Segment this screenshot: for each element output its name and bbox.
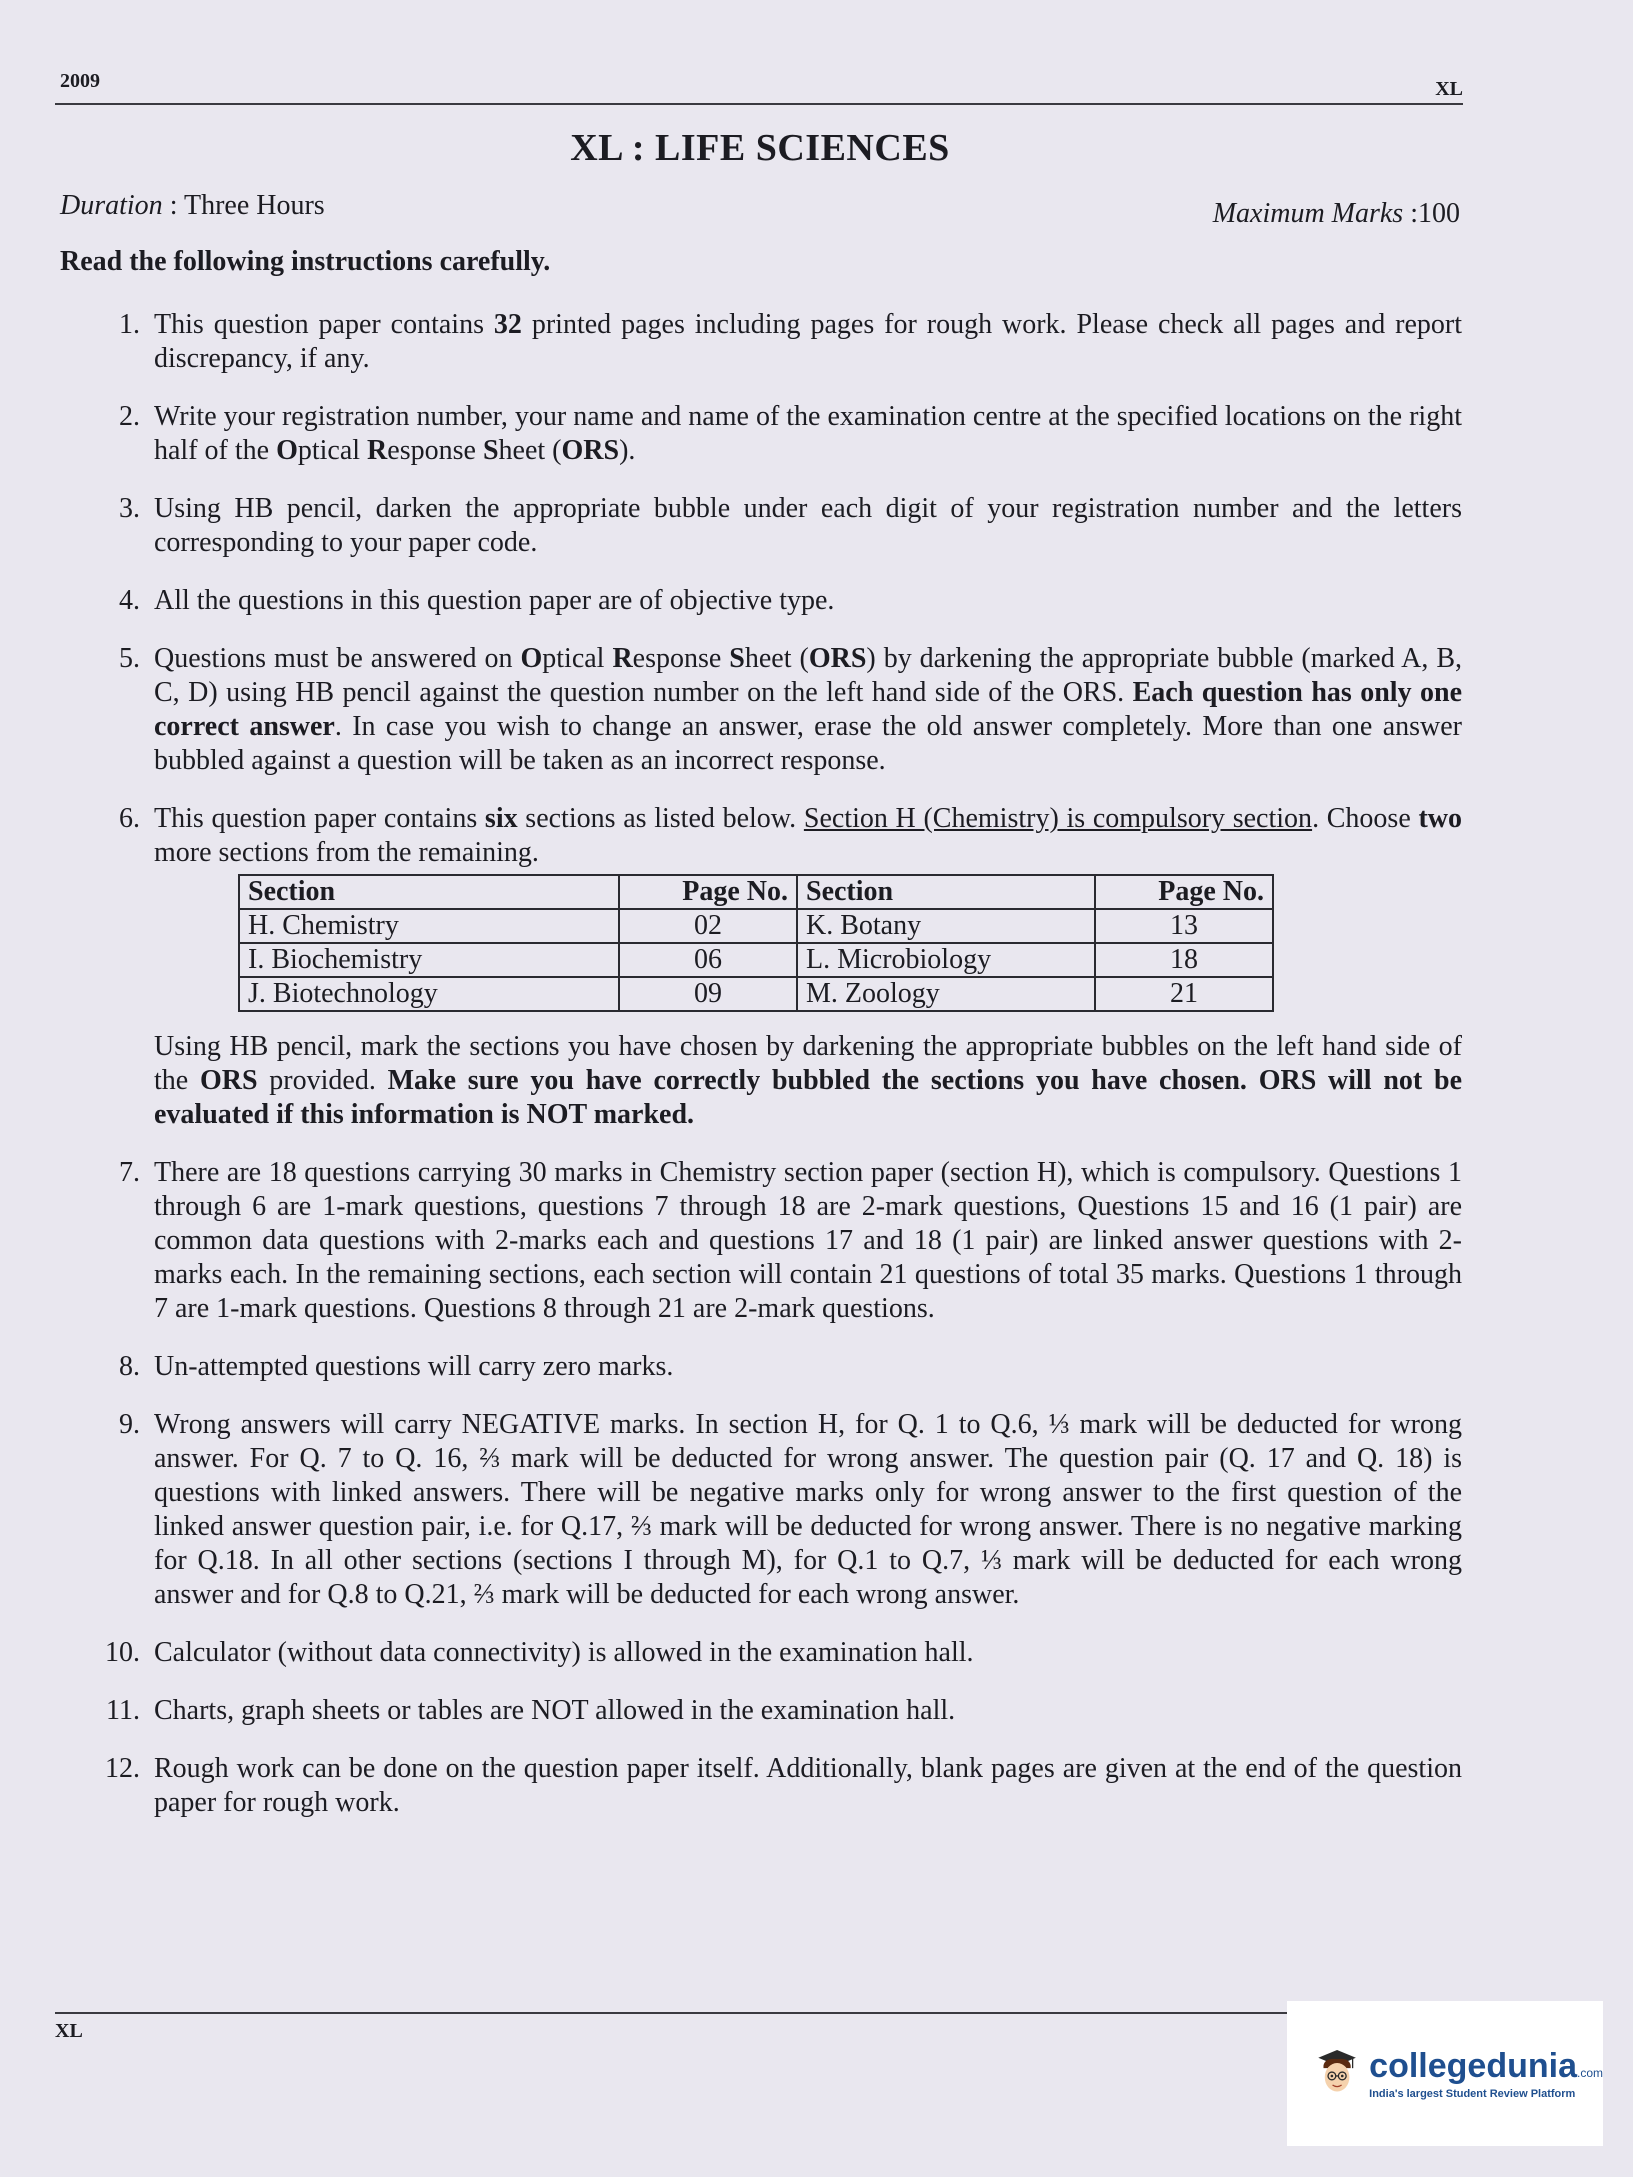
instruction-item: 7. There are 18 questions carrying 30 marks in Chemistry section paper (section H), which is compulsory. Questions 1 through 6 are 1-mark questions, questions 7 through 18 are 2-mark questions, Questions 15 and 16 (1 pair) are common data questions with 2-marks each and questions 17 and 18 (1 pair) are linked answer questions with 2-marks each. In the remaining sections, each section will contain 21 questions of total 35 marks. Questions 1 through 7 are 1-mark questions. Questions 8 through 21 are 2-mark questions. [119,1157,1462,1324]
instructions-list [60,308,1462,1844]
table-header-row: Section Page No. Section Page No. [239,875,1273,909]
instruction-item: 6. This question paper contains six sections as listed below. Section H (Chemistry) is compulsory section. Choose two more sections from the remaining. Section Page No. Section Page No. H. Chemistry 02 K. Botany 13 I. Biochemistry 06 L. Microbiology 18 J. Biotechnology 09 M. Zoology 21 Using HB pencil, mark the sections you have chosen by darkening the appropriate bubbles on the left hand side of the ORS provided. Make sure you have correctly bubbled the sections you have chosen. ORS will not be evaluated if this information is NOT marked. [119,803,1462,1130]
sections-table [238,874,1274,1012]
instruction-item: 5. Questions must be answered on Optical Response Sheet (ORS) by darkening the appropriate bubble (marked A, B, C, D) using HB pencil against the question number on the left hand side of the ORS. Each question has only one correct answer. In case you wish to change an answer, erase the old answer completely. More than one answer bubbled against a question will be taken as an incorrect response. [119,643,1463,776]
student-mascot-icon [1317,2035,1357,2113]
instruction-item: 8. Un-attempted questions will carry zero marks. [119,1351,674,1382]
instruction-item: 4. All the questions in this question paper are of objective type. [119,585,835,616]
paper-title: XL : LIFE SCIENCES [570,127,950,169]
header-rule [55,103,1463,105]
footer-paper-code: XL [55,2020,83,2042]
section-marking-note: Using HB pencil, mark the sections you have chosen by darkening the appropriate bubbles on the left hand side of the ORS provided. Make sure you have correctly bubbled the sections you have chosen. ORS will not be evaluated if this information is NOT marked. [154,1031,1462,1130]
instruction-item: 2. Write your registration number, your name and name of the examination centre at the specified locations on the right half of the Optical Response Sheet (ORS). [119,401,1462,466]
instruction-item: 10. Calculator (without data connectivity) is allowed in the examination hall. [105,1637,974,1668]
footer-rule [55,2012,1463,2014]
table-row: I. Biochemistry 06 L. Microbiology 18 [239,943,1273,977]
read-instructions-heading: Read the following instructions carefully. [60,246,551,277]
instruction-item: 1. This question paper contains 32 printed pages including pages for rough work. Please check all pages and report discrepancy, if any. [119,309,1463,374]
duration: Duration : Three Hours [60,190,325,221]
table-row: H. Chemistry 02 K. Botany 13 [239,909,1273,943]
maximum-marks: Maximum Marks :100 [1212,198,1460,229]
instruction-item: 11. Charts, graph sheets or tables are NOT allowed in the examination hall. [106,1695,956,1726]
instruction-item: 12. Rough work can be done on the question paper itself. Additionally, blank pages are given at the end of the question paper for rough work. [105,1753,1462,1818]
instruction-item: 9. Wrong answers will carry NEGATIVE marks. In section H, for Q. 1 to Q.6, ⅓ mark will be deducted for wrong answer. For Q. 7 to Q. 16, ⅔ mark will be deducted for wrong answer. The question pair (Q. 17 and Q. 18) is questions with linked answers. There will be negative marks only for wrong answer to the first question of the linked answer question pair, i.e. for Q.17, ⅔ mark will be deducted for wrong answer. There is no negative marking for Q.18. In all other sections (sections I through M), for Q.1 to Q.7, ⅓ mark will be deducted for each wrong answer and for Q.8 to Q.21, ⅔ mark will be deducted for each wrong answer. [119,1409,1462,1610]
instruction-item: 3. Using HB pencil, darken the appropriate bubble under each digit of your registration number and the letters corresponding to your paper code. [119,493,1462,558]
collegedunia-logo: collegedunia.com India's largest Student Review Platform [1287,2001,1603,2146]
table-row: J. Biotechnology 09 M. Zoology 21 [239,977,1273,1011]
header-paper-code: XL [1435,78,1463,100]
header-year: 2009 [60,70,100,92]
